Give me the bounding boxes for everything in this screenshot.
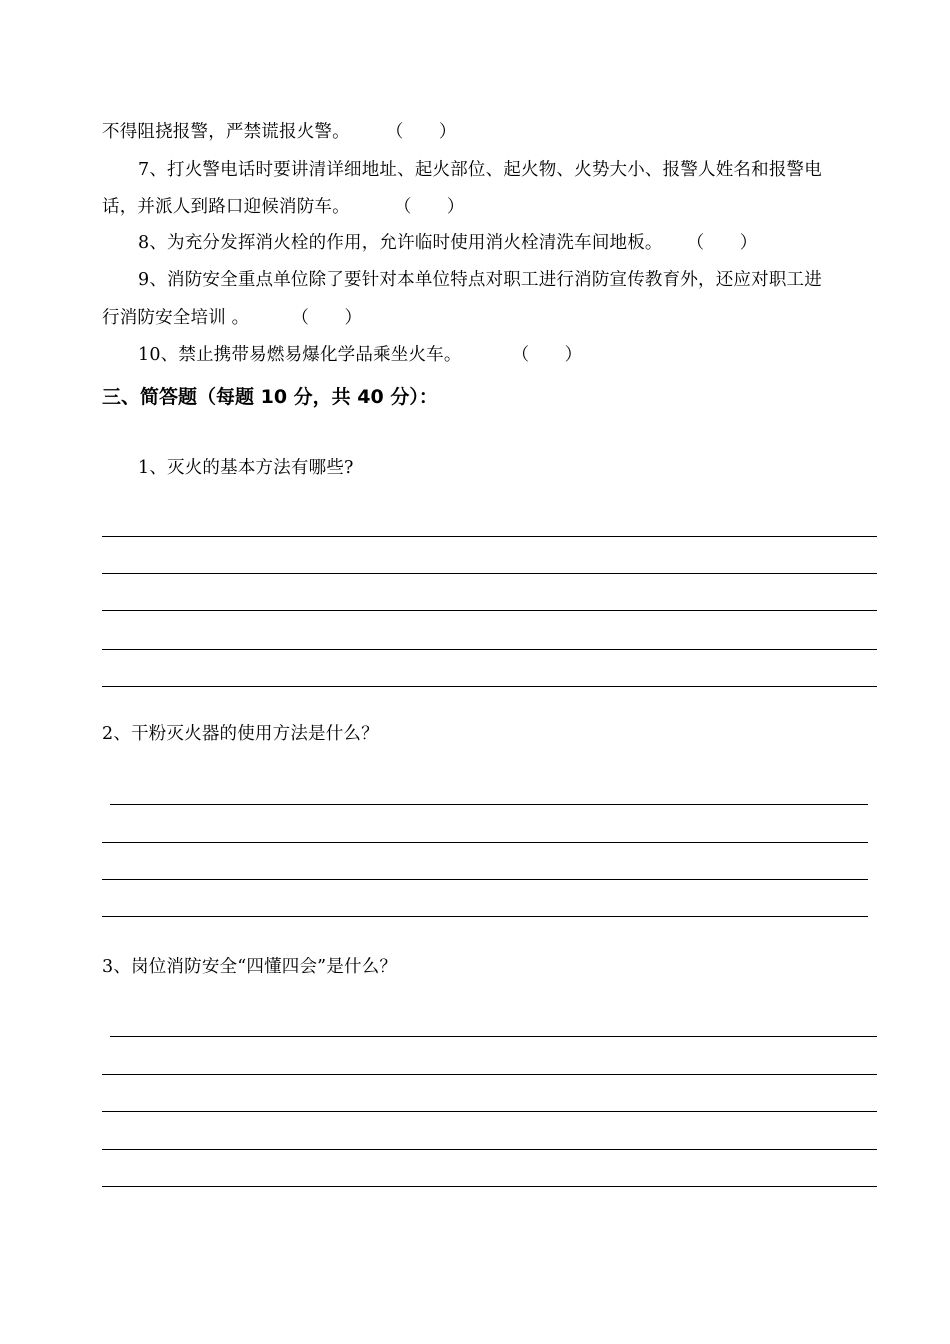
answer-parentheses: （ ）	[385, 122, 457, 142]
answer-line	[102, 842, 868, 843]
tf-item-9-text-cont: 行消防安全培训 。	[102, 308, 250, 328]
answer-line	[102, 610, 877, 611]
tf-item-9-line1	[138, 268, 822, 292]
answer-line	[110, 804, 868, 805]
tf-item-10-text: 10、禁止携带易燃易爆化学品乘坐火车。	[138, 345, 462, 365]
tf-item-6-tail-text: 不得阻挠报警，严禁谎报火警。	[102, 122, 350, 142]
answer-line	[102, 879, 868, 880]
question-1: 1、灭火的基本方法有哪些?	[138, 458, 354, 478]
answer-line	[102, 536, 877, 537]
tf-item-8-text: 8、为充分发挥消火栓的作用，允许临时使用消火栓清洗车间地板。	[138, 233, 663, 253]
answer-parentheses: （ ）	[686, 233, 758, 253]
answer-parentheses: （ ）	[393, 197, 465, 217]
section-3-heading: 三、简答题（每题 10 分，共 40 分）：	[102, 386, 438, 408]
answer-parentheses: （ ）	[291, 308, 363, 328]
question-2: 2、干粉灭火器的使用方法是什么？	[102, 724, 379, 744]
answer-line	[102, 1111, 877, 1112]
answer-line	[110, 1036, 877, 1037]
answer-line	[102, 1149, 877, 1150]
tf-item-10	[138, 343, 582, 367]
tf-item-9-text: 9、消防安全重点单位除了要针对本单位特点对职工进行消防宣传教育外，还应对职工进	[138, 270, 822, 290]
tf-item-6-tail	[102, 120, 457, 144]
tf-item-7-text: 7、打火警电话时要讲清详细地址、起火部位、起火物、火势大小、报警人姓名和报警电	[138, 160, 822, 180]
question-3: 3、岗位消防安全“四懂四会”是什么？	[102, 957, 398, 977]
answer-line	[102, 916, 868, 917]
answer-line	[102, 1186, 877, 1187]
answer-line	[102, 686, 877, 687]
tf-item-7-line1	[138, 158, 822, 182]
tf-item-7-line2	[102, 195, 465, 219]
tf-item-9-line2	[102, 306, 362, 330]
tf-item-8	[138, 231, 757, 255]
answer-parentheses: （ ）	[511, 345, 583, 365]
answer-line	[102, 649, 877, 650]
answer-line	[102, 573, 877, 574]
answer-line	[102, 1074, 877, 1075]
tf-item-7-text-cont: 话，并派人到路口迎候消防车。	[102, 197, 350, 217]
